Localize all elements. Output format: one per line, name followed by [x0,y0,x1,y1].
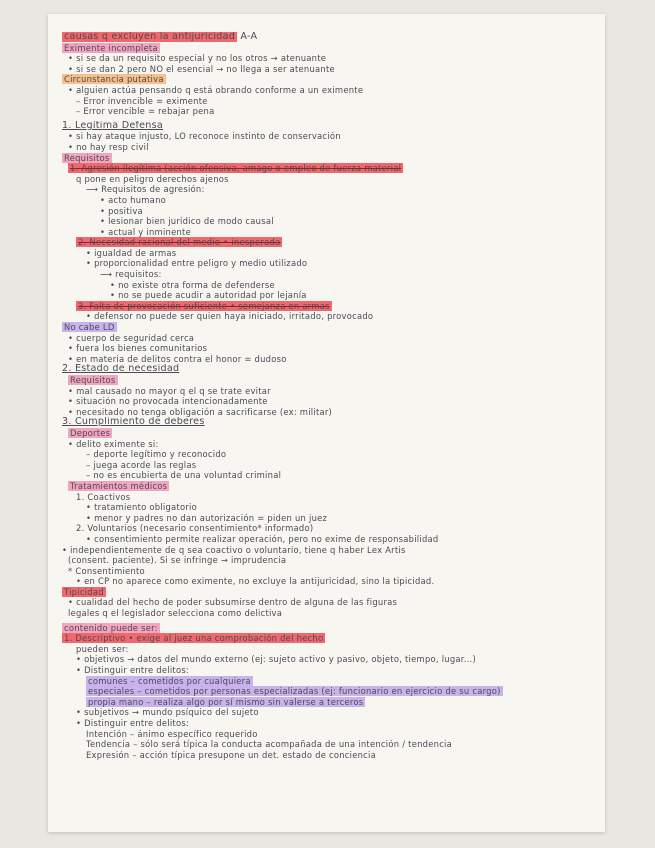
note-line: 2. Voluntarios (necesario consentimiento* informado) [76,523,314,534]
section-title: 3. Cumplimiento de deberes [62,417,205,428]
note-line [62,237,595,248]
strike-text: 3. Falta de provocación suficiente • semejanza en armas [78,300,330,311]
heading-text: Tipicidad [64,586,104,597]
note-line: • proporcionalidad entre peligro y medio utilizado [86,258,308,269]
note-line: • menor y padres no dan autorización = piden un juez [86,512,328,523]
note-line: Intención – ánimo específico requerido [86,728,258,739]
note-line: • Distinguir entre delitos: [76,665,189,676]
note-line [62,163,595,174]
note-line: • defensor no puede ser quien haya iniciado, irritado, provocado [86,311,374,322]
page-title: causas q excluyen la antijuricidad [64,32,236,42]
note-line: – deporte legítimo y reconocido [86,449,227,460]
note-line: • alguien actúa pensando q está obrando conforme a un eximente [68,84,364,95]
heading-text: Requisitos [64,152,110,163]
section-cumplimiento [62,417,595,428]
note-line: • independientemente de q sea coactivo o voluntario, tiene q haber Lex Artis [62,544,406,555]
note-line: • igualdad de armas [86,247,177,258]
heading-text: Tratamientos médicos [70,480,168,491]
highlight-text: comunes – cometidos por cualquiera [88,675,251,686]
note-line: • delito eximente si: [68,438,159,449]
note-line: ⟶ Requisitos de agresión: [86,184,205,195]
heading-tratamientos [62,481,595,492]
heading-circunstancia [62,74,595,85]
note-line: • acto humano [100,194,166,205]
note-line: Tendencia – sólo será típica la conducta acompañada de una intención / tendencia [86,739,453,750]
note-line [62,697,595,708]
highlight-text: especiales – cometidos por personas especializadas (ej: funcionario en ejercicio de su cargo) [88,686,501,697]
note-line: ⟶ requisitos: [100,269,162,280]
note-line: • cualidad del hecho de poder subsumirse dentro de alguna de las figuras [68,597,398,608]
strike-text: 1. Agresión ilegítima (acción ofensiva, amago o empleo de fuerza material [70,163,402,174]
note-line: • Distinguir entre delitos: [76,718,189,728]
note-line: – Error invencible = eximente [76,95,208,106]
section-legitima [62,121,595,132]
note-line: pueden ser: [76,643,129,654]
note-line: • cuerpo de seguridad cerca [68,332,195,343]
heading-tipicidad [62,587,595,598]
note-line: • mal causado no mayor q el q se trate evitar [68,385,271,396]
note-line: legales q el legislador selecciona como delictiva [68,608,283,619]
note-text: • objetivos → datos del mundo externo (ej: sujeto activo y pasivo, objeto, tiempo, lugar...) [76,654,476,665]
note-line: • si se da un requisito especial y no los otros → atenuante [68,53,327,64]
note-line: * Consentimiento [68,565,145,576]
note-line: q pone en peligro derechos ajenos [76,173,229,184]
note-line [62,676,595,687]
note-line: • lesionar bien jurídico de modo causal [100,216,274,227]
heading-text: Eximente incompleta [64,42,158,53]
notes-content [62,32,595,760]
note-line: (consent. paciente). Si se infringe → imprudencia [68,555,287,566]
note-line: Expresión – acción típica presupone un det. estado de conciencia [86,749,376,760]
heading-contenido [62,623,595,634]
note-line [62,654,595,665]
heading-text: Requisitos [70,375,116,385]
note-line: • necesitado no tenga obligación a sacrificarse (ex: militar) [68,406,333,417]
heading-text: Deportes [70,427,111,438]
note-line: • positiva [100,205,143,216]
note-line: • si se dan 2 pero NO el esencial → no llega a ser atenuante [68,63,335,74]
note-line: • no existe otra forma de defenderse [110,279,275,290]
note-line: • subjetivos → mundo psíquico del sujeto [76,707,259,718]
section-title: 1. Legítima Defensa [62,120,164,131]
note-line: – juega acorde las reglas [86,459,197,470]
heading-text: contenido puede ser: [64,622,158,633]
note-line: • fuera los bienes comunitarios [68,343,208,354]
highlight-text: 1. Descriptivo • exige al juez una comprobación del hecho [64,633,324,644]
note-line [62,686,595,697]
notebook-page [48,14,605,832]
title-marks: A-A [240,32,258,42]
heading-no-cabe [62,322,595,333]
note-line [62,301,595,312]
page-title-line [62,32,595,43]
note-line [62,633,595,644]
note-line: • no se puede acudir a autoridad por lejanía [110,290,307,301]
note-line: • tratamiento obligatorio [86,502,197,513]
note-line: • no hay resp civil [68,141,149,152]
note-line: • si hay ataque injusto, LO reconoce instinto de conservación [68,131,341,142]
heading-text: No cabe LD [64,322,115,333]
heading-requisitos [62,153,595,164]
strike-text: 2. Necesidad racional del medio • inesperada [78,237,281,248]
note-line: • actual y inminente [100,226,191,237]
note-line: 1. Coactivos [76,491,131,502]
note-line: • en materia de delitos contra el honor = dudoso [68,353,287,364]
note-line: • situación no provocada intencionadamente [68,396,268,407]
note-line: – Error vencible = rebajar pena [76,106,215,117]
heading-eximente [62,43,595,54]
note-line: • en CP no aparece como eximente, no excluye la antijuricidad, sino la tipicidad. [76,576,435,587]
heading-text: Circunstancia putativa [64,74,164,85]
heading-deportes [62,428,595,439]
section-necesidad [62,364,595,375]
section-title: 2. Estado de necesidad [62,364,180,375]
note-line: • consentimiento permite realizar operación, pero no exime de responsabilidad [86,533,439,544]
heading-requisitos-2 [62,375,595,386]
highlight-text: propia mano – realiza algo por sí mismo sin valerse a terceros [88,696,364,707]
note-line: – no es encubierta de una voluntad criminal [86,470,282,481]
